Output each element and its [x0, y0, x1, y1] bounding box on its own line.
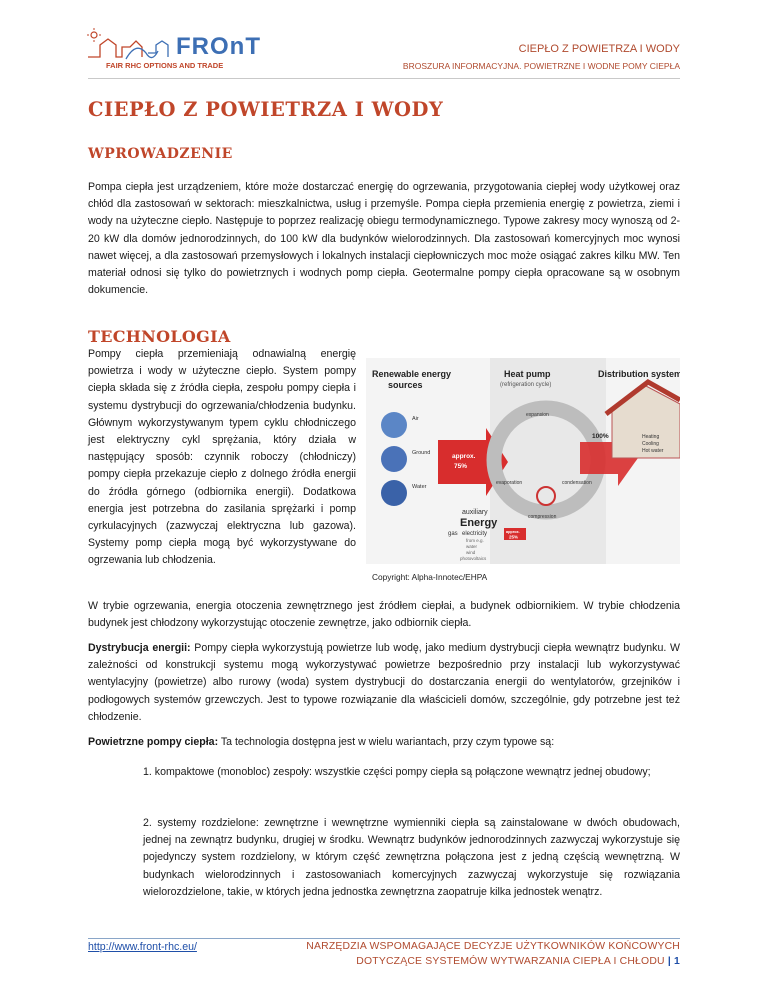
- technology-paragraph: Pompy ciepła przemieniają odnawialną energię powietrza i wody w użyteczne ciepło. System pompy ciepła składa się z źródła ciepła, zespołu pompy ciepła i systemu dystrybucji do ogrzewania/chłodzenia budynku. Głównym wykorzystywanym typem cyklu chłodniczego jest elektryczny cykl sprężania, który działa w następujący sposób: czynnik roboczy (chłodniczy) pompy ciepła przekazuje ciepło z dolnego źródła energii do źródła górnego (odbiornika energii). Dodatkowa energia jest potrzebna do zasilania sprężarki i pomp cyrkulacyjnych (zazwyczaj elektryczna lub gazowa). Systemy pomp ciepła mogą być wykorzystywane do ogrzewania lub chłodzenia.: [88, 348, 356, 567]
- fig-output-hotwater: Hot water: [642, 448, 664, 454]
- fig-evaporation-label: evaporation: [496, 480, 523, 486]
- fig-from-water: water: [466, 544, 478, 549]
- fig-aux-label: auxiliary: [462, 509, 488, 516]
- list-item: 2. systemy rozdzielone: zewnętrzne i wewnętrzne wymienniki ciepła są zainstalowane w dwóch obudowach, jednej na zewnątrz budynku, drugiej w środku. Wewnątrz budynków jednorodzinnych zazwyczaj wykorzystuje się pojedynczy system rozdzielony, w którym część zewnętrzna połączona jest z jedną częścią wewnętrzną. W budynkach wielorodzinnych i zastosowaniach komercyjnych zazwyczaj wykorzystuje się rozwiązania wielorozdzielone, takie, w których jedna jednostka zewnętrzna zaopatruje kilka jednostek wenątrz.: [143, 817, 680, 898]
- air-heat-pumps-text: Ta technologia dostępna jest w wielu wariantach, przy czym typowe są:: [218, 736, 555, 748]
- distribution-text: Pompy ciepła wykorzystują powietrze lub wodę, jako medium dystrybucji ciepła wewnątrz budynku. W zależności od konstrukcji systemu mogą wykorzystywać powietrze bezpośrednio przy instalacji lub wykorzystywać wentylacyjny (powietrze) albo rurowy (woda) system dystrybucji do dostarczania energii do wentylatorów, grzejników i podłogowych systemów grzewczych. Jest to typowe rozwiązanie dla właścicieli domów, szczególnie, gdy potrzebne jest też chłodzenie.: [88, 642, 680, 723]
- fig-expansion-label: expansion: [526, 412, 549, 418]
- section-heading-introduction: WPROWADZENIE: [88, 146, 233, 162]
- fig-output-heating: Heating: [642, 434, 660, 440]
- intro-paragraph: Pompa ciepła jest urządzeniem, które może dostarczać energię do ogrzewania, przygotowania ciepłej wody użytkowej oraz chłód dla zastosowań w sektorach: mieszkalnictwa, usług i przemyśle. Pompa ciepła przemienia energię z powietrza, ziemi i wody na użyteczne ciepło. Następuje to poprzez realizację obiegu termodynamicznego. Typowe zakresy mocy wynoszą od 2-20 kW dla domów jednorodzinnych, do 100 kW dla budynków wielorodzinnych. Dla zastosowań komercyjnych moc wynosi nawet więcej, a dla zastosowań przemysłowych i lokalnych instalacji ciepłowniczych moc może osiągać zakres kilku MW. Ten materiał odnosi się tylko do powietrznych i wodnych pomp ciepła. Geotermalne pompy ciepła opracowane są w osobnym dokumencie.: [88, 181, 680, 297]
- list-item: 1. kompaktowe (monobloc) zespoły: wszystkie części pompy ciepła są połączone wewnątrz jednej obudowy;: [143, 766, 651, 778]
- fig-ground-label: Ground: [412, 450, 431, 456]
- fig-col1-subtitle: sources: [388, 380, 423, 390]
- heat-pump-diagram: [366, 358, 680, 564]
- air-heat-pumps-label: Powietrzne pompy ciepła:: [88, 736, 219, 748]
- footer-url-link[interactable]: http://www.front-rhc.eu/: [88, 941, 197, 953]
- footer-separator: |: [664, 956, 675, 967]
- page-number: 1: [674, 956, 680, 967]
- fig-approx-pct: 75%: [454, 463, 468, 470]
- fig-from-label: from e.g.: [466, 538, 484, 543]
- logo-text: FROnT: [176, 33, 261, 60]
- air-heat-pumps-paragraph: [88, 734, 680, 751]
- ground-source-icon: [381, 446, 407, 472]
- front-logo: [86, 27, 296, 77]
- footer-divider: [88, 938, 680, 939]
- air-source-icon: [381, 412, 407, 438]
- section-heading-technology: TECHNOLOGIA: [88, 327, 231, 346]
- header-title: CIEPŁO Z POWIETRZA I WODY: [518, 43, 680, 55]
- logo-subtext: FAIR RHC OPTIONS AND TRADE: [106, 61, 224, 70]
- fig-col2-title: Heat pump: [504, 369, 551, 379]
- fig-approx-label: approx.: [452, 453, 476, 460]
- footer-text-line2: [356, 956, 680, 967]
- footer-line2-text: DOTYCZĄCE SYSTEMÓW WYTWARZANIA CIEPŁA I CHŁODU: [356, 956, 665, 967]
- fig-condensation-label: condensation: [562, 480, 592, 486]
- page-title: CIEPŁO Z POWIETRZA I WODY: [88, 98, 444, 121]
- fig-col2-subtitle: (refrigeration cycle): [500, 382, 552, 388]
- fig-from-wind: wind: [466, 550, 476, 555]
- footer-text-line1: NARZĘDZIA WSPOMAGAJĄCE DECYZJE UŻYTKOWNIKÓW KOŃCOWYCH: [306, 941, 680, 952]
- fig-aux-approx: approx.: [506, 530, 520, 534]
- fig-col1-title: Renewable energy: [372, 369, 452, 379]
- heating-mode-paragraph: W trybie ogrzewania, energia otoczenia zewnętrznego jest źródłem ciepłai, a budynek odbiornikiem. W trybie chłodzenia budynek jest chłodzony wykorzystując otoczenie zewnętrze, jako odbiornik ciepła.: [88, 600, 680, 630]
- fig-gas-label: gas: [448, 531, 458, 537]
- distribution-paragraph: [88, 640, 680, 726]
- fig-water-label: Water: [412, 484, 427, 490]
- heat-pump-diagram-graphic: [366, 358, 680, 564]
- fig-energy-label: Energy: [460, 517, 498, 529]
- fig-from-photovoltaics: photovoltaics: [460, 556, 487, 561]
- header-subtitle: BROSZURA INFORMACYJNA. POWIETRZNE I WODNE POMY CIEPŁA: [402, 61, 680, 71]
- fig-compression-label: compression: [528, 514, 557, 520]
- distribution-label: Dystrybucja energii:: [88, 642, 191, 654]
- header-divider: [88, 78, 680, 79]
- fig-col3-title: Distribution system: [598, 369, 680, 379]
- fig-aux-pct: 25%: [509, 534, 519, 540]
- fig-electricity-label: electricity: [462, 531, 488, 537]
- fig-output-cooling: Cooling: [642, 441, 659, 447]
- fig-air-label: Air: [412, 416, 419, 422]
- water-source-icon: [381, 480, 407, 506]
- figure-caption: Copyright: Alpha-Innotec/EHPA: [372, 572, 488, 582]
- fig-output-pct: 100%: [592, 433, 609, 440]
